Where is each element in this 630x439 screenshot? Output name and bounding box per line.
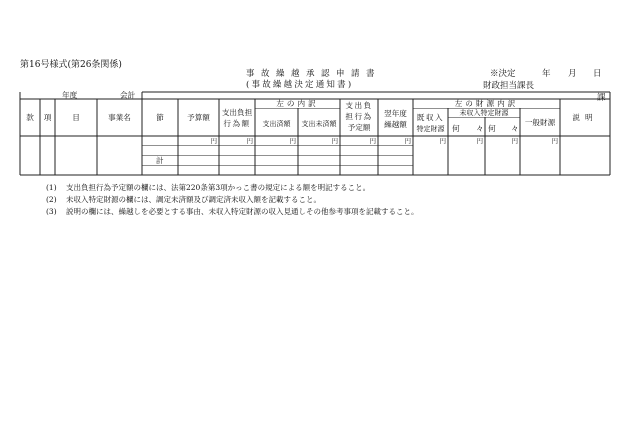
- decision-prefix: ※決定: [490, 69, 516, 79]
- header-planned-line1: 支出負: [345, 101, 373, 110]
- header-expense-burden-line1: 支出負担: [221, 108, 253, 117]
- unit-budget: 円: [210, 137, 217, 145]
- finance-manager-label: 財政担当課長: [483, 81, 535, 91]
- total-row-label: 計: [156, 156, 164, 165]
- form-subtitle: (事故繰越決定通知書): [246, 80, 354, 90]
- header-carryover-line1: 翌年度: [384, 109, 407, 118]
- header-setsu: 節: [156, 113, 164, 122]
- unit-general-fund: 円: [551, 137, 558, 145]
- header-explanation: 説明: [572, 113, 598, 122]
- header-breakdown-left: 左の内訳: [276, 99, 319, 108]
- unit-planned: 円: [369, 137, 376, 145]
- header-nani-1-suffix: 々: [476, 124, 484, 133]
- unit-carryover: 円: [404, 137, 411, 145]
- header-nani-1: 何: [452, 124, 460, 133]
- header-carryover-line2: 繰越額: [384, 120, 407, 129]
- note-text: 支出負担行為予定額の欄には、法第220条第3項かっこ書の規定による額を明記すること。: [66, 183, 371, 192]
- note-text: 未収入特定財源の欄には、調定未済額及び調定済未収入額を記載すること。: [66, 195, 321, 205]
- header-planned-line2: 担行為: [345, 112, 373, 121]
- section-suffix: 課: [597, 93, 606, 103]
- unit-nani-1: 円: [476, 137, 483, 145]
- header-budget: 予算額: [187, 113, 210, 122]
- note-item: [46, 206, 419, 218]
- header-moku: 目: [72, 113, 80, 122]
- note-item: [46, 194, 419, 206]
- note-number: (3): [46, 207, 57, 217]
- header-received-line2: 特定財源: [416, 125, 445, 133]
- form-number-label: 第16号様式(第26条関係): [20, 60, 122, 70]
- header-general-fund: 一般財源: [524, 118, 556, 127]
- form-title: 事故繰越承認申請書: [246, 69, 382, 79]
- unit-expense-burden: 円: [246, 137, 253, 145]
- header-received-line1: 既収入: [416, 113, 445, 122]
- header-nani-2: 何: [488, 124, 496, 133]
- header-planned-line3: 予定額: [347, 123, 371, 132]
- header-kou: 項: [43, 113, 52, 122]
- header-expense-burden-line2: 行為額: [223, 119, 251, 128]
- decision-day-label: 日: [593, 69, 602, 79]
- unit-paid: 円: [289, 137, 296, 145]
- decision-month-label: 月: [568, 69, 577, 79]
- unit-received: 円: [439, 137, 446, 145]
- note-number: (2): [46, 195, 57, 205]
- unit-unpaid: 円: [331, 137, 338, 145]
- header-nani-2-suffix: 々: [511, 124, 519, 133]
- header-unreceived: 未収入特定財源: [459, 109, 509, 117]
- decision-year-label: 年: [542, 69, 551, 79]
- notes: [46, 182, 419, 219]
- header-kan: 款: [26, 113, 34, 122]
- header-fund-breakdown: 左の財源内訳: [454, 99, 519, 108]
- note-item: [46, 182, 419, 194]
- fiscal-year-label: 年度: [62, 90, 78, 100]
- note-text: 説明の欄には、繰越しを必要とする事由、未収入特定財源の収入見通しその他参考事項を記載すること。: [66, 207, 419, 217]
- header-unpaid: 支出未済額: [301, 120, 337, 128]
- header-project-name: 事業名: [108, 113, 131, 122]
- note-number: (1): [46, 183, 57, 192]
- unit-nani-2: 円: [511, 137, 518, 145]
- account-label: 会計: [120, 90, 136, 100]
- header-paid: 支出済額: [262, 120, 291, 128]
